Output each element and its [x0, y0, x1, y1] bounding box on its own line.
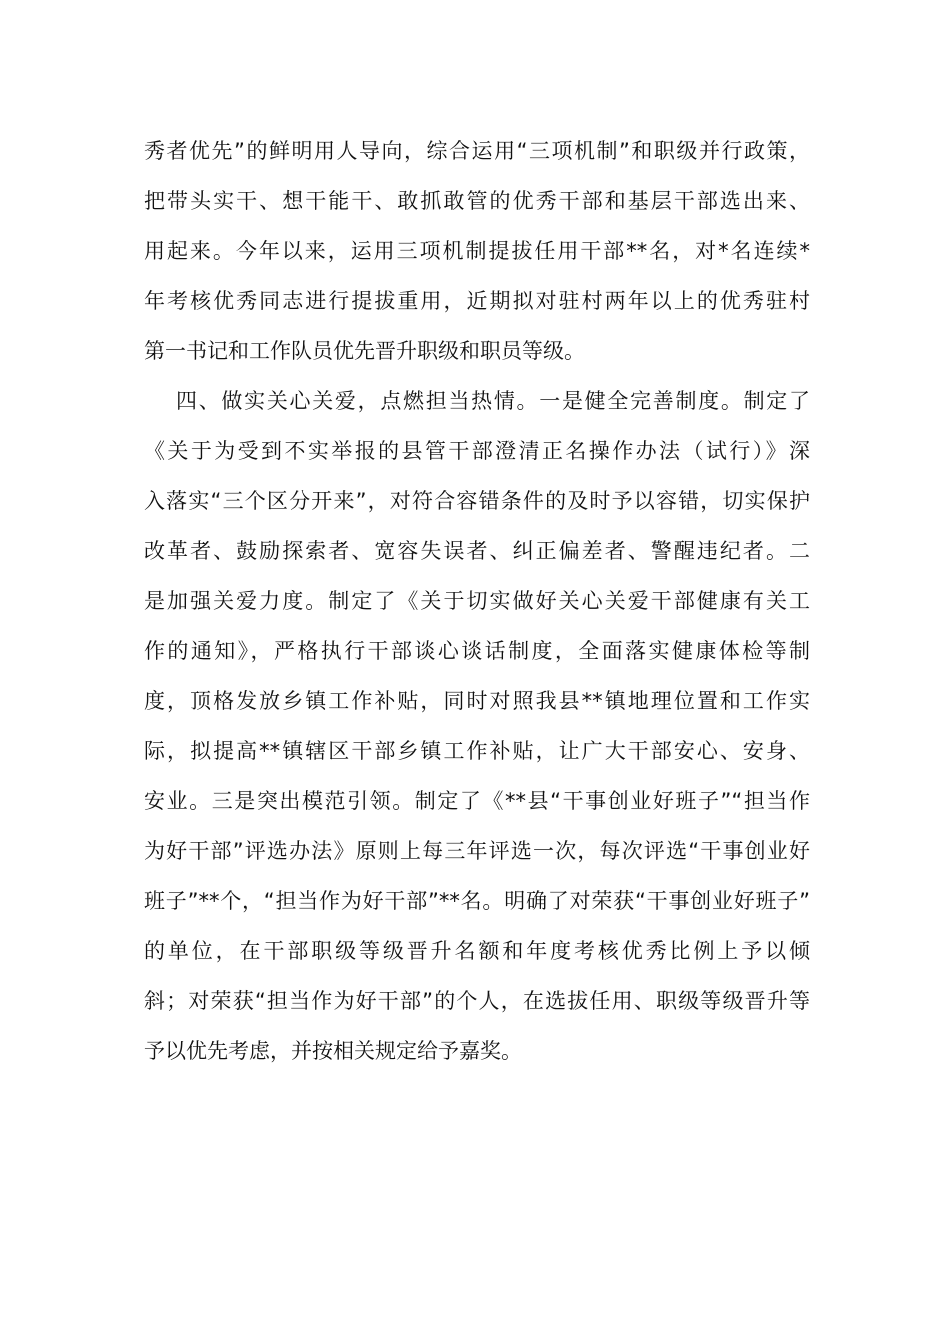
body-text: [144, 126, 810, 1076]
text-line-14: 安业。三是突出模范引领。制定了《**县“干事创业好班子”“担当作: [144, 789, 810, 813]
text-line-19: 予以优先考虑，并按相关规定给予嘉奖。: [144, 1039, 522, 1063]
text-line-11: 作的通知》，严格执行干部谈心谈话制度，全面落实健康体检等制: [144, 639, 810, 663]
text-line-18: 斜；对荣获“担当作为好干部”的个人，在选拔任用、职级等级晋升等: [144, 989, 810, 1013]
text-line-16: 班子”**个，“担当作为好干部”**名。明确了对荣获“干事创业好班子”: [144, 889, 810, 913]
text-line-3: 用起来。今年以来，运用三项机制提拔任用干部**名，对*名连续*: [144, 239, 810, 263]
text-line-10: 是加强关爱力度。制定了《关于切实做好关心关爱干部健康有关工: [144, 589, 810, 613]
text-line-2: 把带头实干、想干能干、敢抓敢管的优秀干部和基层干部选出来、: [144, 189, 810, 213]
text-line-12: 度，顶格发放乡镇工作补贴，同时对照我县**镇地理位置和工作实: [144, 689, 810, 713]
text-line-8: 入落实“三个区分开来”，对符合容错条件的及时予以容错，切实保护: [144, 489, 810, 513]
text-line-17: 的单位，在干部职级等级晋升名额和年度考核优秀比例上予以倾: [144, 939, 810, 963]
text-line-4: 年考核优秀同志进行提拔重用，近期拟对驻村两年以上的优秀驻村: [144, 289, 810, 313]
text-line-13: 际，拟提高**镇辖区干部乡镇工作补贴，让广大干部安心、安身、: [144, 739, 810, 763]
text-line-7: 《关于为受到不实举报的县管干部澄清正名操作办法（试行）》深: [144, 439, 810, 463]
text-line-1: 秀者优先”的鲜明用人导向，综合运用“三项机制”和职级并行政策，: [144, 139, 810, 163]
text-line-9: 改革者、鼓励探索者、宽容失误者、纠正偏差者、警醒违纪者。二: [144, 539, 810, 563]
section-heading-line: 四、做实关心关爱，点燃担当热情。一是健全完善制度。制定了: [176, 389, 810, 413]
text-line-15: 为好干部”评选办法》原则上每三年评选一次，每次评选“干事创业好: [144, 839, 810, 863]
text-line-5: 第一书记和工作队员优先晋升职级和职员等级。: [144, 339, 585, 363]
